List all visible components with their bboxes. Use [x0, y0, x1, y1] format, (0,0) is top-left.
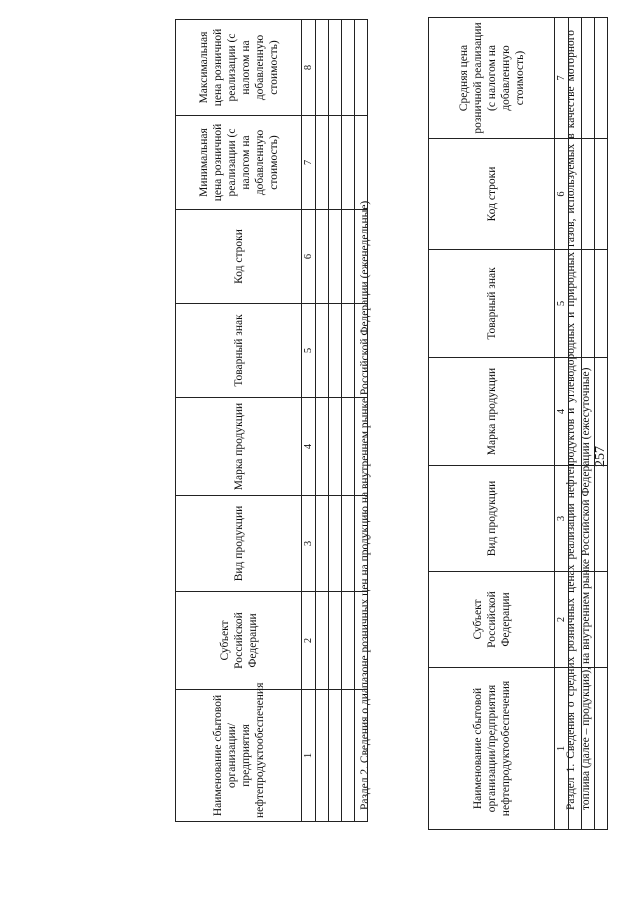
page-number: 257 [593, 446, 608, 467]
section2-header-cell: Максимальная цена розничной реализации (с налогом на добавленную стоимость) [176, 20, 302, 116]
empty-cell [329, 690, 342, 822]
section2-header-cell: Код строки [176, 210, 302, 304]
empty-cell [355, 690, 368, 822]
empty-cell [569, 466, 582, 572]
empty-cell [595, 668, 608, 830]
empty-cell [342, 496, 355, 592]
section1-header-cell: Субъект Российской Федерации [429, 572, 555, 668]
column-number: 2 [302, 592, 316, 690]
empty-cell [595, 18, 608, 139]
column-number: 1 [302, 690, 316, 822]
section2-empty-row [329, 20, 342, 822]
empty-cell [316, 496, 329, 592]
section2-caption: Раздел 2. Сведения о диапазоне розничных цен на продукцию на внутреннем рынке Российской Федерации (еженедельные) [359, 200, 371, 810]
section1-table [428, 17, 608, 830]
empty-cell [316, 20, 329, 116]
empty-cell [595, 139, 608, 250]
section2-header-cell: Марка продукции [176, 398, 302, 496]
empty-cell [569, 139, 582, 250]
empty-cell [569, 358, 582, 466]
empty-cell [329, 304, 342, 398]
empty-cell [569, 250, 582, 358]
empty-cell [355, 592, 368, 690]
column-number: 6 [302, 210, 316, 304]
empty-cell [316, 690, 329, 822]
section2-header-cell: Наименование сбытовой организации/предприятия нефтепродуктообеспечения [176, 690, 302, 822]
section1-empty-row [582, 18, 595, 830]
empty-cell [329, 116, 342, 210]
empty-cell [355, 496, 368, 592]
column-number: 8 [302, 20, 316, 116]
empty-cell [316, 304, 329, 398]
empty-cell [595, 466, 608, 572]
section1-header-cell: Средняя цена розничной реализации (с налогом на добавленную стоимость) [429, 18, 555, 139]
empty-cell [316, 592, 329, 690]
empty-cell [582, 139, 595, 250]
section1-caption: Раздел 1. Сведения о средних розничных ценах реализации нефтепродуктов и углеводородных и природных газов, используемых в качестве моторного топлива (далее – продукция), на внутреннем рынке Российской Федерации (ежесуточные) [565, 30, 592, 810]
empty-cell [569, 18, 582, 139]
empty-cell [342, 20, 355, 116]
column-number: 4 [302, 398, 316, 496]
section2-table [175, 19, 368, 822]
section2-empty-row [342, 20, 355, 822]
section1-header-cell: Вид продукции [429, 466, 555, 572]
column-number: 7 [302, 116, 316, 210]
empty-cell [582, 668, 595, 830]
empty-cell [329, 20, 342, 116]
section2-header-cell: Вид продукции [176, 496, 302, 592]
empty-cell [355, 210, 368, 304]
empty-cell [355, 304, 368, 398]
column-number: 5 [302, 304, 316, 398]
section1-header-cell: Наименование сбытовой организации/предприятия нефтепродуктообеспечения [429, 668, 555, 830]
section2-header-cell: Товарный знак [176, 304, 302, 398]
empty-cell [329, 210, 342, 304]
empty-cell [355, 398, 368, 496]
column-number: 2 [555, 572, 569, 668]
column-number: 6 [555, 139, 569, 250]
section2-column-numbers-row [302, 20, 316, 822]
empty-cell [342, 592, 355, 690]
empty-cell [569, 668, 582, 830]
section1-column-numbers-row [555, 18, 569, 830]
empty-cell [582, 358, 595, 466]
empty-cell [316, 210, 329, 304]
section1-empty-row [569, 18, 582, 830]
section1-header-cell: Марка продукции [429, 358, 555, 466]
empty-cell [355, 116, 368, 210]
empty-cell [355, 20, 368, 116]
empty-cell [595, 572, 608, 668]
empty-cell [582, 572, 595, 668]
empty-cell [329, 496, 342, 592]
column-number: 3 [302, 496, 316, 592]
column-number: 4 [555, 358, 569, 466]
empty-cell [569, 572, 582, 668]
section2-header-cell: Минимальная цена розничной реализации (с налогом на добавленную стоимость) [176, 116, 302, 210]
section2-empty-row [355, 20, 368, 822]
section1-empty-row [595, 18, 608, 830]
empty-cell [595, 250, 608, 358]
empty-cell [342, 304, 355, 398]
empty-cell [329, 398, 342, 496]
column-number: 7 [555, 18, 569, 139]
empty-cell [342, 210, 355, 304]
empty-cell [582, 466, 595, 572]
empty-cell [595, 358, 608, 466]
column-number: 5 [555, 250, 569, 358]
empty-cell [316, 398, 329, 496]
section2-empty-row [316, 20, 329, 822]
section1-header-cell: Код строки [429, 139, 555, 250]
section1-header-cell: Товарный знак [429, 250, 555, 358]
section2-header-row [176, 20, 302, 822]
section1-header-row [429, 18, 555, 830]
empty-cell [329, 592, 342, 690]
section2-header-cell: Субъект Российской Федерации [176, 592, 302, 690]
empty-cell [342, 690, 355, 822]
empty-cell [342, 398, 355, 496]
empty-cell [582, 18, 595, 139]
empty-cell [582, 250, 595, 358]
column-number: 3 [555, 466, 569, 572]
column-number: 1 [555, 668, 569, 830]
empty-cell [316, 116, 329, 210]
empty-cell [342, 116, 355, 210]
